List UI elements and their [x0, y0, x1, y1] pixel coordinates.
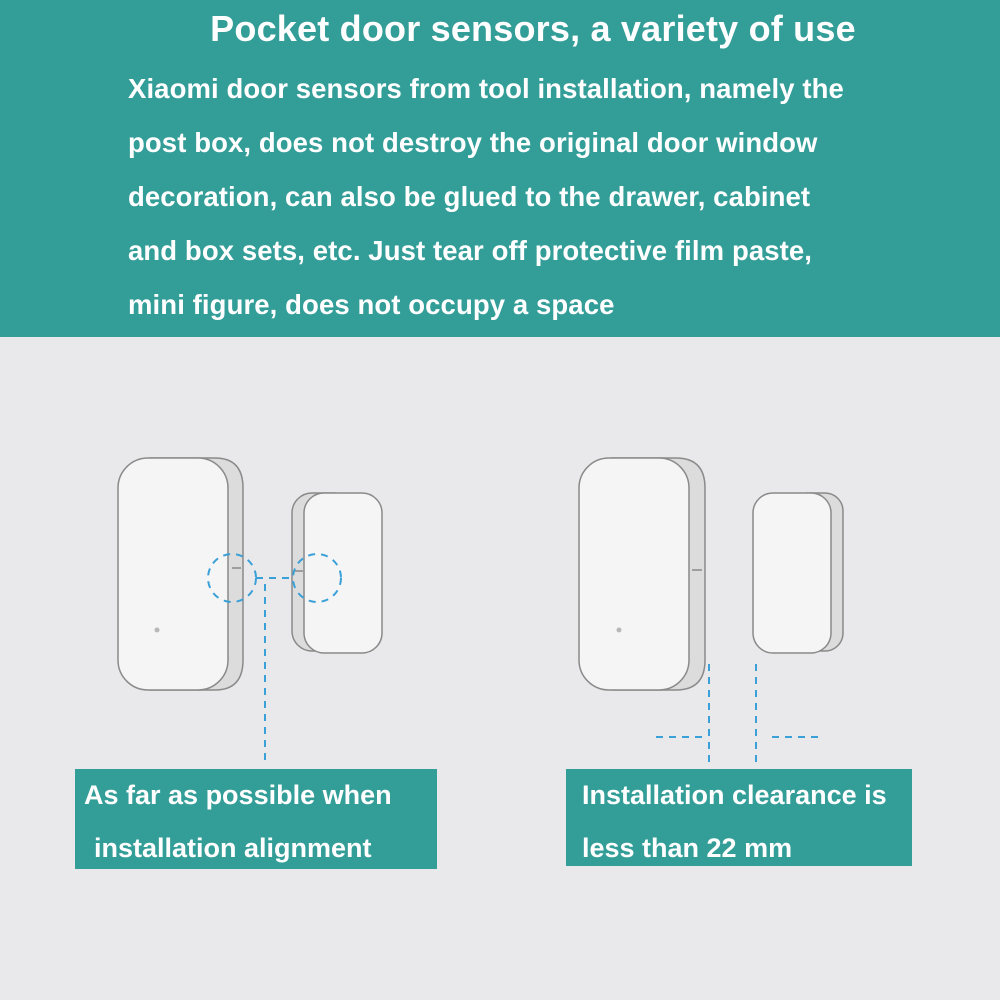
clearance-caption: [566, 769, 912, 866]
left-sensor-pair: [118, 458, 382, 766]
right-main-sensor: [579, 458, 705, 690]
caption-line: installation alignment: [94, 833, 372, 863]
description-line: post box, does not destroy the original door window: [128, 127, 818, 158]
installation-illustration: [0, 337, 1000, 1000]
left-main-sensor: [118, 458, 243, 690]
description-text: [128, 62, 988, 332]
right-sensor-pair: [579, 458, 843, 762]
page-title: Pocket door sensors, a variety of use: [210, 8, 856, 49]
caption-line: less than 22 mm: [582, 833, 793, 863]
description-line: decoration, can also be glued to the drawer, cabinet: [128, 181, 811, 212]
caption-line: As far as possible when: [84, 780, 392, 810]
left-magnet: [292, 493, 382, 653]
description-line: and box sets, etc. Just tear off protective film paste,: [128, 235, 813, 266]
caption-line: Installation clearance is: [582, 780, 887, 810]
indicator-led-icon: [155, 628, 160, 633]
header-banner: [0, 0, 1000, 337]
description-line: mini figure, does not occupy a space: [128, 289, 615, 320]
description-line: Xiaomi door sensors from tool installation, namely the: [128, 73, 844, 104]
right-magnet: [753, 493, 843, 653]
alignment-caption: [75, 769, 437, 869]
indicator-led-icon: [617, 628, 622, 633]
